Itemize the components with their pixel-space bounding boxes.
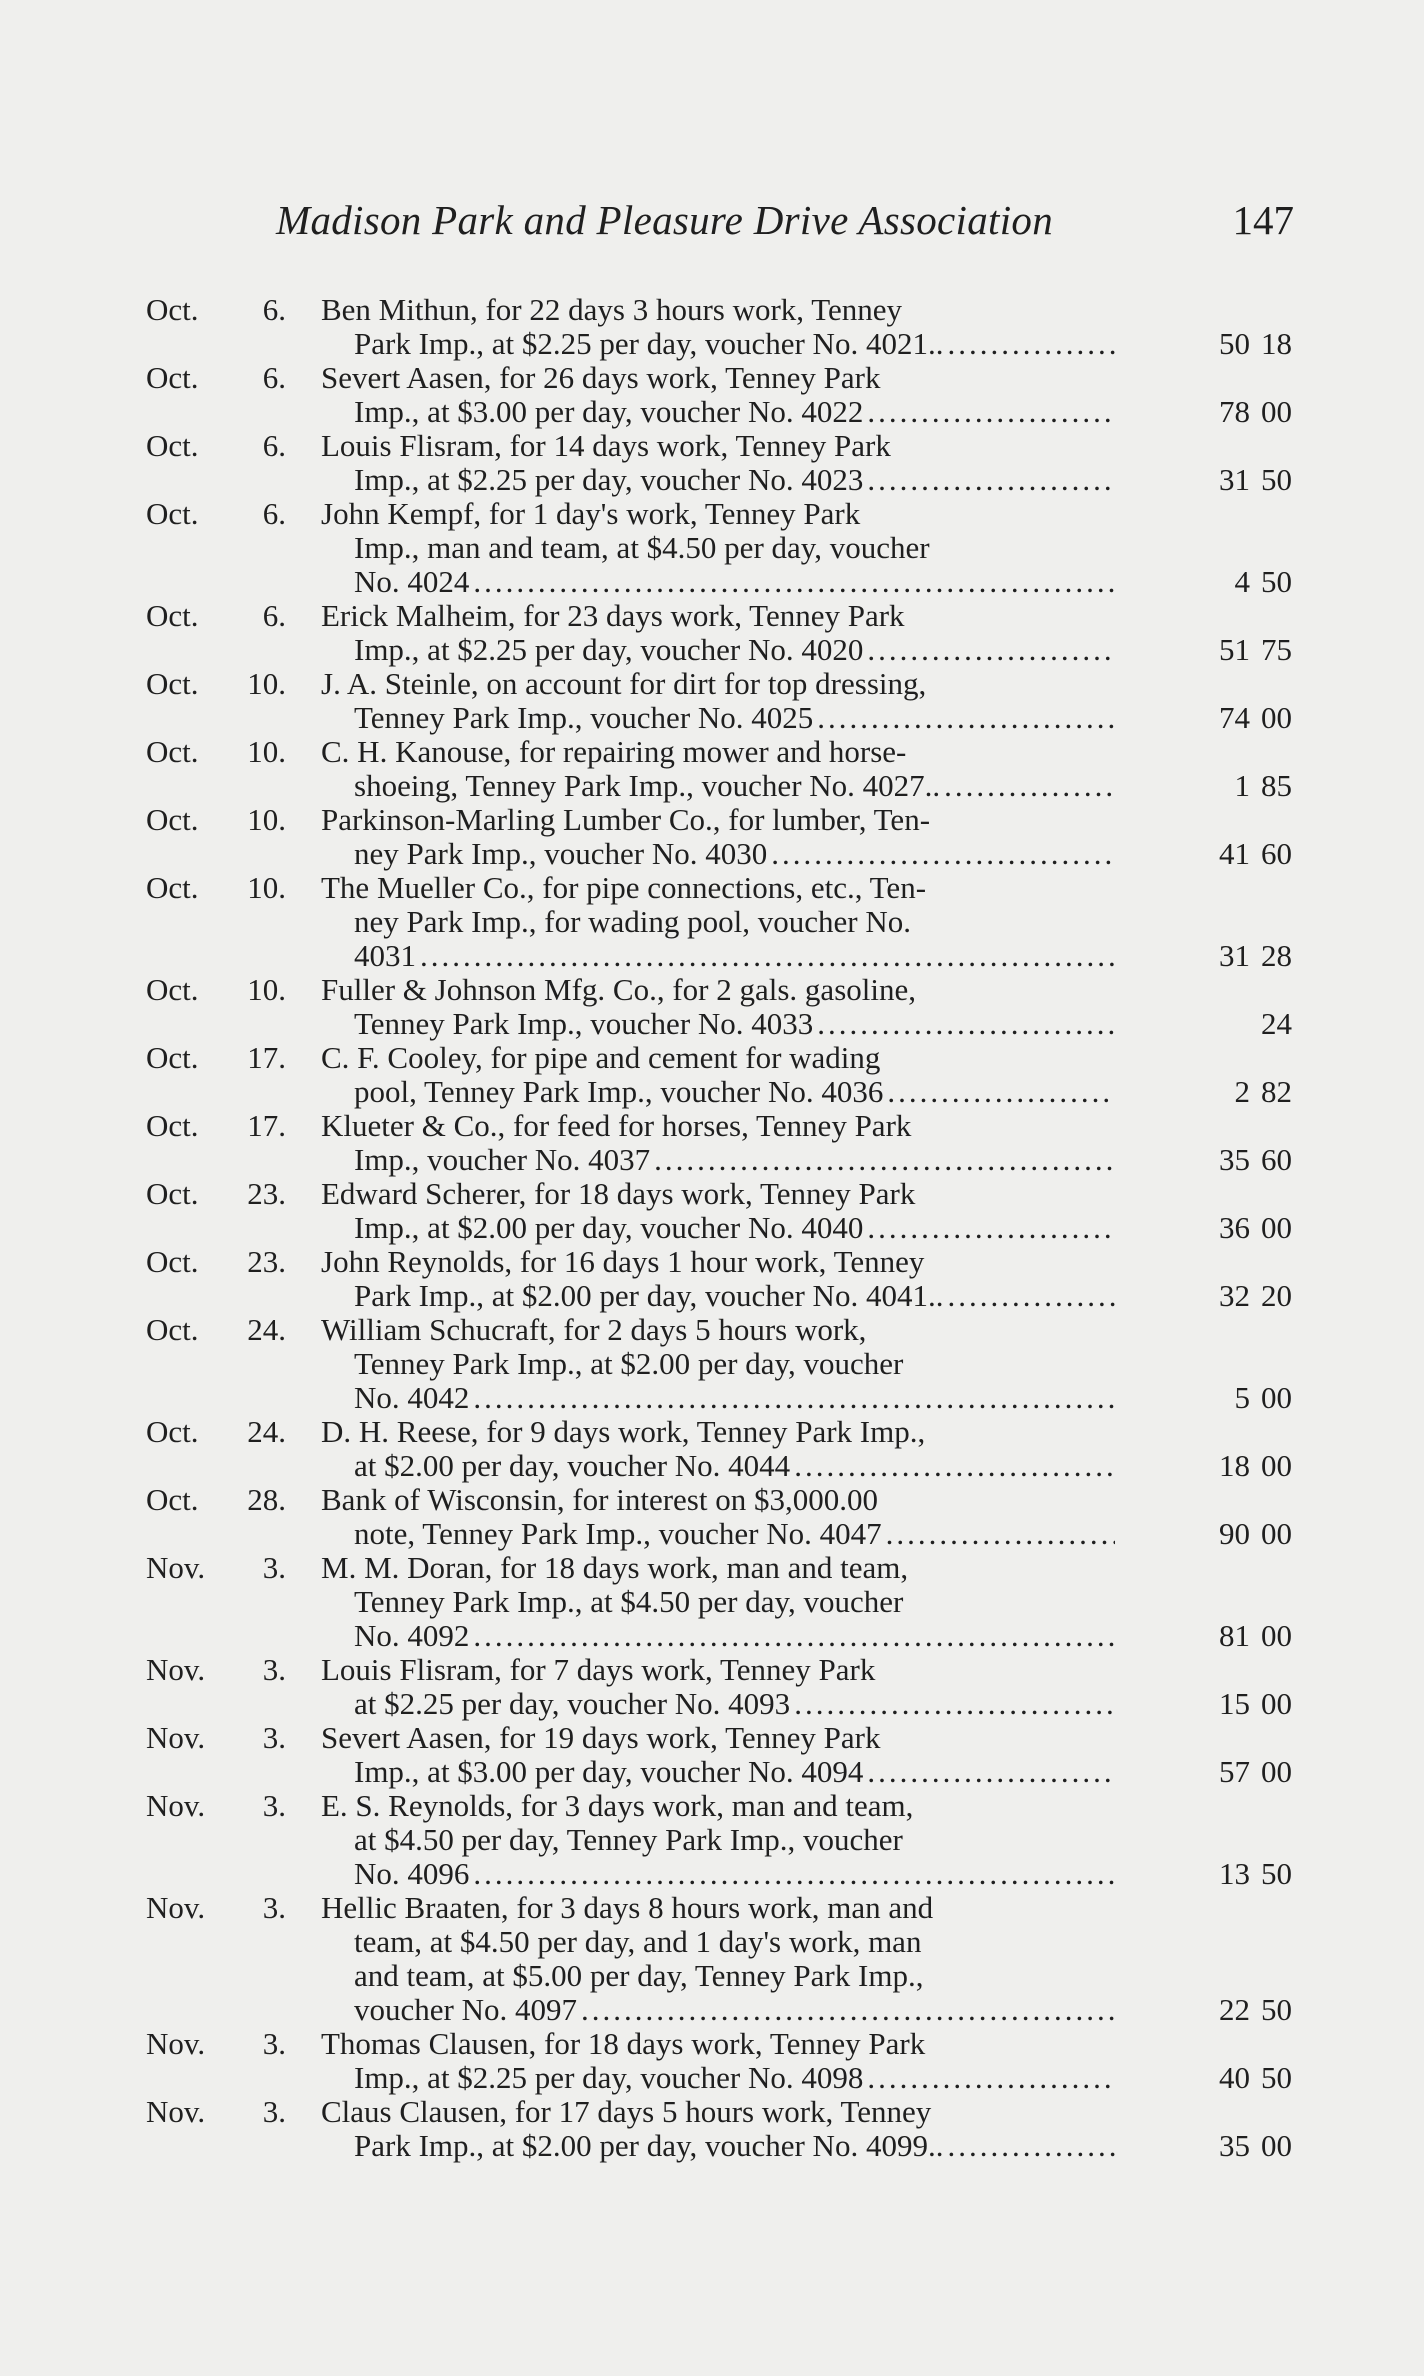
amount-dollars: 78 bbox=[1219, 394, 1250, 429]
entry-day: 10. bbox=[247, 666, 286, 701]
dot-leader bbox=[863, 1211, 1115, 1245]
entry-description-line: C. F. Cooley, for pipe and cement for wading bbox=[321, 1040, 881, 1075]
entry-description-line bbox=[321, 1755, 1115, 1789]
ledger-entry bbox=[0, 497, 1424, 599]
ledger-entry bbox=[0, 599, 1424, 667]
ledger-entry bbox=[0, 1177, 1424, 1245]
entry-description-line: Louis Flisram, for 14 days work, Tenney Park bbox=[321, 428, 891, 463]
entry-description-line: Klueter & Co., for feed for horses, Tenney Park bbox=[321, 1108, 912, 1143]
entry-description-line: D. H. Reese, for 9 days work, Tenney Park Imp., bbox=[321, 1414, 926, 1449]
entry-description-line: Erick Malheim, for 23 days work, Tenney Park bbox=[321, 598, 905, 633]
entry-description bbox=[321, 1245, 1115, 1313]
entry-amount bbox=[1182, 633, 1292, 667]
entry-description-line: John Reynolds, for 16 days 1 hour work, Tenney bbox=[321, 1244, 925, 1279]
entry-description-text: No. 4096 bbox=[354, 1857, 470, 1891]
entry-amount bbox=[1182, 769, 1292, 803]
entry-day: 28. bbox=[247, 1482, 286, 1517]
ledger-entry bbox=[0, 1789, 1424, 1891]
dot-leader bbox=[469, 1381, 1115, 1415]
entry-description-text: Park Imp., at $2.00 per day, voucher No. 4099.. bbox=[354, 2129, 944, 2163]
dot-leader bbox=[940, 769, 1115, 803]
entry-day: 3. bbox=[262, 1890, 286, 1925]
ledger-entry bbox=[0, 1109, 1424, 1177]
entry-description-line bbox=[321, 1993, 1115, 2027]
dot-leader bbox=[943, 1279, 1115, 1313]
amount-cents: 50 bbox=[1261, 2060, 1292, 2095]
amount-dollars: 50 bbox=[1219, 326, 1250, 361]
entry-description bbox=[321, 1177, 1115, 1245]
entry-description-line: Parkinson-Marling Lumber Co., for lumber, Ten- bbox=[321, 802, 931, 837]
ledger-entry bbox=[0, 871, 1424, 973]
entry-description-line bbox=[321, 1449, 1115, 1483]
entry-description-line bbox=[321, 1687, 1115, 1721]
entry-description-line: J. A. Steinle, on account for dirt for top dressing, bbox=[321, 666, 927, 701]
ledger-entry bbox=[0, 2095, 1424, 2163]
entry-month: Oct. bbox=[146, 1312, 199, 1347]
entry-amount bbox=[1182, 327, 1292, 361]
dot-leader bbox=[813, 701, 1115, 735]
ledger-entry bbox=[0, 735, 1424, 803]
entry-description bbox=[321, 293, 1115, 361]
amount-dollars: 5 bbox=[1234, 1380, 1250, 1415]
entry-description-line: Tenney Park Imp., at $4.50 per day, voucher bbox=[354, 1584, 904, 1619]
amount-dollars: 81 bbox=[1219, 1618, 1250, 1653]
entry-description bbox=[321, 1653, 1115, 1721]
entry-day: 6. bbox=[262, 428, 286, 463]
entry-description-line bbox=[321, 395, 1115, 429]
entry-description-text: shoeing, Tenney Park Imp., voucher No. 4027.. bbox=[354, 769, 941, 803]
entry-description-line bbox=[321, 1211, 1115, 1245]
entry-description bbox=[321, 599, 1115, 667]
entry-amount bbox=[1182, 1687, 1292, 1721]
amount-cents: 50 bbox=[1261, 462, 1292, 497]
entry-description-line: William Schucraft, for 2 days 5 hours work, bbox=[321, 1312, 867, 1347]
amount-dollars: 32 bbox=[1219, 1278, 1250, 1313]
dot-leader bbox=[863, 395, 1115, 429]
amount-dollars: 35 bbox=[1219, 1142, 1250, 1177]
entry-description-line bbox=[321, 1381, 1115, 1415]
entry-description-text: Imp., voucher No. 4037 bbox=[354, 1143, 651, 1177]
entry-amount bbox=[1182, 395, 1292, 429]
entry-description-text: pool, Tenney Park Imp., voucher No. 4036 bbox=[354, 1075, 884, 1109]
ledger-entry bbox=[0, 2027, 1424, 2095]
entry-description-line: M. M. Doran, for 18 days work, man and team, bbox=[321, 1550, 909, 1585]
entry-description-line: Thomas Clausen, for 18 days work, Tenney Park bbox=[321, 2026, 926, 2061]
entry-amount bbox=[1182, 2061, 1292, 2095]
ledger-entry bbox=[0, 1483, 1424, 1551]
amount-dollars: 41 bbox=[1219, 836, 1250, 871]
entry-description-text: Park Imp., at $2.00 per day, voucher No. 4041.. bbox=[354, 1279, 944, 1313]
entry-description-line bbox=[321, 769, 1115, 803]
amount-cents: 00 bbox=[1261, 1618, 1292, 1653]
entry-description-line: E. S. Reynolds, for 3 days work, man and team, bbox=[321, 1788, 914, 1823]
entry-day: 10. bbox=[247, 734, 286, 769]
amount-dollars: 90 bbox=[1219, 1516, 1250, 1551]
entry-amount bbox=[1182, 1449, 1292, 1483]
entry-day: 6. bbox=[262, 598, 286, 633]
dot-leader bbox=[767, 837, 1115, 871]
entry-amount bbox=[1182, 701, 1292, 735]
ledger bbox=[0, 293, 1424, 2163]
page-header bbox=[276, 196, 1294, 252]
amount-dollars: 36 bbox=[1219, 1210, 1250, 1245]
dot-leader bbox=[883, 1075, 1115, 1109]
ledger-entry bbox=[0, 1721, 1424, 1789]
entry-month: Oct. bbox=[146, 972, 199, 1007]
entry-day: 3. bbox=[262, 2026, 286, 2061]
entry-month: Oct. bbox=[146, 1108, 199, 1143]
entry-amount bbox=[1182, 1075, 1292, 1109]
entry-description bbox=[321, 361, 1115, 429]
amount-dollars: 1 bbox=[1234, 768, 1250, 803]
entry-description-line bbox=[321, 1007, 1115, 1041]
ledger-entry bbox=[0, 1313, 1424, 1415]
entry-amount bbox=[1182, 1211, 1292, 1245]
entry-day: 6. bbox=[262, 360, 286, 395]
entry-month: Oct. bbox=[146, 734, 199, 769]
entry-month: Oct. bbox=[146, 870, 199, 905]
entry-amount bbox=[1182, 939, 1292, 973]
ledger-entry bbox=[0, 1891, 1424, 2027]
entry-description-line: and team, at $5.00 per day, Tenney Park Imp., bbox=[354, 1958, 924, 1993]
entry-description bbox=[321, 1891, 1115, 2027]
entry-description-text: Tenney Park Imp., voucher No. 4033 bbox=[354, 1007, 814, 1041]
entry-description-line: Imp., man and team, at $4.50 per day, voucher bbox=[354, 530, 930, 565]
entry-month: Oct. bbox=[146, 1414, 199, 1449]
entry-day: 10. bbox=[247, 870, 286, 905]
entry-description-line bbox=[321, 1279, 1115, 1313]
entry-day: 24. bbox=[247, 1312, 286, 1347]
page-number: 147 bbox=[1232, 197, 1294, 243]
entry-description-line: Bank of Wisconsin, for interest on $3,000.00 bbox=[321, 1482, 878, 1517]
amount-dollars: 18 bbox=[1219, 1448, 1250, 1483]
entry-description-line: Severt Aasen, for 19 days work, Tenney Park bbox=[321, 1720, 881, 1755]
amount-cents: 60 bbox=[1261, 1142, 1292, 1177]
amount-cents: 00 bbox=[1261, 1380, 1292, 1415]
entry-description-text: Imp., at $2.25 per day, voucher No. 4020 bbox=[354, 633, 864, 667]
entry-month: Oct. bbox=[146, 598, 199, 633]
entry-description-line bbox=[321, 1619, 1115, 1653]
entry-day: 17. bbox=[247, 1108, 286, 1143]
entry-description-line: ney Park Imp., for wading pool, voucher No. bbox=[354, 904, 912, 939]
entry-month: Nov. bbox=[146, 1720, 206, 1755]
entry-day: 24. bbox=[247, 1414, 286, 1449]
entry-description-line: Severt Aasen, for 26 days work, Tenney Park bbox=[321, 360, 881, 395]
amount-cents: 24 bbox=[1261, 1006, 1292, 1041]
entry-amount bbox=[1182, 463, 1292, 497]
dot-leader bbox=[863, 2061, 1115, 2095]
entry-description bbox=[321, 1415, 1115, 1483]
amount-cents: 75 bbox=[1261, 632, 1292, 667]
amount-dollars: 2 bbox=[1234, 1074, 1250, 1109]
amount-dollars: 57 bbox=[1219, 1754, 1250, 1789]
dot-leader bbox=[577, 1993, 1115, 2027]
entry-description-text: Imp., at $3.00 per day, voucher No. 4022 bbox=[354, 395, 864, 429]
entry-month: Nov. bbox=[146, 1652, 206, 1687]
ledger-entry bbox=[0, 1653, 1424, 1721]
entry-description-line: team, at $4.50 per day, and 1 day's work, man bbox=[354, 1924, 922, 1959]
entry-amount bbox=[1182, 1007, 1292, 1041]
entry-description bbox=[321, 429, 1115, 497]
entry-amount bbox=[1182, 565, 1292, 599]
entry-month: Oct. bbox=[146, 496, 199, 531]
amount-cents: 82 bbox=[1261, 1074, 1292, 1109]
entry-month: Oct. bbox=[146, 1244, 199, 1279]
entry-day: 23. bbox=[247, 1244, 286, 1279]
amount-cents: 00 bbox=[1261, 1210, 1292, 1245]
entry-description-line bbox=[321, 1143, 1115, 1177]
entry-description bbox=[321, 1789, 1115, 1891]
amount-cents: 00 bbox=[1261, 1754, 1292, 1789]
ledger-entry bbox=[0, 973, 1424, 1041]
entry-day: 3. bbox=[262, 1788, 286, 1823]
entry-description-text: No. 4024 bbox=[354, 565, 470, 599]
entry-amount bbox=[1182, 1755, 1292, 1789]
dot-leader bbox=[863, 463, 1115, 497]
entry-month: Nov. bbox=[146, 1890, 206, 1925]
entry-description-text: No. 4042 bbox=[354, 1381, 470, 1415]
entry-description-text: at $2.25 per day, voucher No. 4093 bbox=[354, 1687, 791, 1721]
entry-month: Oct. bbox=[146, 1176, 199, 1211]
entry-description-line bbox=[321, 939, 1115, 973]
dot-leader bbox=[943, 327, 1115, 361]
entry-description-line: Ben Mithun, for 22 days 3 hours work, Tenney bbox=[321, 292, 903, 327]
entry-description bbox=[321, 2095, 1115, 2163]
entry-amount bbox=[1182, 1143, 1292, 1177]
amount-cents: 00 bbox=[1261, 1448, 1292, 1483]
entry-month: Oct. bbox=[146, 666, 199, 701]
entry-amount bbox=[1182, 2129, 1292, 2163]
entry-description-text: Imp., at $2.25 per day, voucher No. 4023 bbox=[354, 463, 864, 497]
entry-description-line: C. H. Kanouse, for repairing mower and horse- bbox=[321, 734, 907, 769]
entry-description bbox=[321, 803, 1115, 871]
entry-description-text: Imp., at $2.25 per day, voucher No. 4098 bbox=[354, 2061, 864, 2095]
dot-leader bbox=[943, 2129, 1115, 2163]
entry-month: Oct. bbox=[146, 360, 199, 395]
entry-description-text: voucher No. 4097 bbox=[354, 1993, 577, 2027]
dot-leader bbox=[416, 939, 1115, 973]
entry-day: 6. bbox=[262, 292, 286, 327]
amount-cents: 00 bbox=[1261, 1516, 1292, 1551]
ledger-entry bbox=[0, 1415, 1424, 1483]
amount-dollars: 40 bbox=[1219, 2060, 1250, 2095]
entry-description-line bbox=[321, 837, 1115, 871]
amount-dollars: 51 bbox=[1219, 632, 1250, 667]
entry-description bbox=[321, 2027, 1115, 2095]
entry-description-line bbox=[321, 1857, 1115, 1891]
entry-month: Oct. bbox=[146, 1482, 199, 1517]
entry-description-line: Fuller & Johnson Mfg. Co., for 2 gals. gasoline, bbox=[321, 972, 916, 1007]
entry-description bbox=[321, 1313, 1115, 1415]
entry-description-line bbox=[321, 2061, 1115, 2095]
entry-description-text: Imp., at $3.00 per day, voucher No. 4094 bbox=[354, 1755, 864, 1789]
dot-leader bbox=[863, 633, 1115, 667]
entry-day: 3. bbox=[262, 1550, 286, 1585]
entry-description-line: John Kempf, for 1 day's work, Tenney Park bbox=[321, 496, 861, 531]
amount-dollars: 31 bbox=[1219, 462, 1250, 497]
entry-day: 10. bbox=[247, 972, 286, 1007]
entry-month: Nov. bbox=[146, 1550, 206, 1585]
amount-dollars: 13 bbox=[1219, 1856, 1250, 1891]
entry-amount bbox=[1182, 1993, 1292, 2027]
amount-cents: 50 bbox=[1261, 1856, 1292, 1891]
entry-amount bbox=[1182, 837, 1292, 871]
entry-month: Oct. bbox=[146, 292, 199, 327]
dot-leader bbox=[650, 1143, 1115, 1177]
entry-day: 10. bbox=[247, 802, 286, 837]
ledger-entry bbox=[0, 803, 1424, 871]
ledger-entry bbox=[0, 1041, 1424, 1109]
entry-description bbox=[321, 1551, 1115, 1653]
amount-cents: 50 bbox=[1261, 564, 1292, 599]
entry-description bbox=[321, 1109, 1115, 1177]
entry-description-line bbox=[321, 565, 1115, 599]
entry-day: 3. bbox=[262, 1720, 286, 1755]
entry-description-line: Louis Flisram, for 7 days work, Tenney Park bbox=[321, 1652, 876, 1687]
dot-leader bbox=[813, 1007, 1115, 1041]
entry-description bbox=[321, 1483, 1115, 1551]
entry-month: Nov. bbox=[146, 2026, 206, 2061]
entry-description-text: Imp., at $2.00 per day, voucher No. 4040 bbox=[354, 1211, 864, 1245]
amount-dollars: 4 bbox=[1234, 564, 1250, 599]
entry-description-line: The Mueller Co., for pipe connections, etc., Ten- bbox=[321, 870, 927, 905]
entry-month: Nov. bbox=[146, 2094, 206, 2129]
entry-day: 3. bbox=[262, 1652, 286, 1687]
entry-description-line: at $4.50 per day, Tenney Park Imp., voucher bbox=[354, 1822, 903, 1857]
dot-leader bbox=[469, 565, 1115, 599]
dot-leader bbox=[790, 1449, 1115, 1483]
entry-description bbox=[321, 973, 1115, 1041]
entry-day: 6. bbox=[262, 496, 286, 531]
amount-cents: 60 bbox=[1261, 836, 1292, 871]
amount-cents: 28 bbox=[1261, 938, 1292, 973]
entry-description-text: Park Imp., at $2.25 per day, voucher No. 4021.. bbox=[354, 327, 944, 361]
entry-description-text: note, Tenney Park Imp., voucher No. 4047 bbox=[354, 1517, 882, 1551]
entry-description bbox=[321, 1041, 1115, 1109]
amount-dollars: 31 bbox=[1219, 938, 1250, 973]
entry-description-line bbox=[321, 463, 1115, 497]
entry-amount bbox=[1182, 1517, 1292, 1551]
dot-leader bbox=[790, 1687, 1115, 1721]
entry-description bbox=[321, 735, 1115, 803]
amount-dollars: 35 bbox=[1219, 2128, 1250, 2163]
entry-description-text: at $2.00 per day, voucher No. 4044 bbox=[354, 1449, 791, 1483]
amount-cents: 00 bbox=[1261, 2128, 1292, 2163]
amount-cents: 00 bbox=[1261, 700, 1292, 735]
entry-description-text: 4031 bbox=[354, 939, 416, 973]
entry-description-text: ney Park Imp., voucher No. 4030 bbox=[354, 837, 768, 871]
amount-dollars: 15 bbox=[1219, 1686, 1250, 1721]
entry-month: Nov. bbox=[146, 1788, 206, 1823]
entry-day: 17. bbox=[247, 1040, 286, 1075]
entry-month: Oct. bbox=[146, 428, 199, 463]
ledger-entry bbox=[0, 667, 1424, 735]
ledger-entry bbox=[0, 1551, 1424, 1653]
ledger-entry bbox=[0, 429, 1424, 497]
entry-description-text: Tenney Park Imp., voucher No. 4025 bbox=[354, 701, 814, 735]
entry-month: Oct. bbox=[146, 1040, 199, 1075]
dot-leader bbox=[882, 1517, 1115, 1551]
amount-cents: 00 bbox=[1261, 394, 1292, 429]
ledger-entry bbox=[0, 1245, 1424, 1313]
entry-description-line bbox=[321, 1075, 1115, 1109]
amount-cents: 00 bbox=[1261, 1686, 1292, 1721]
entry-description-line: Edward Scherer, for 18 days work, Tenney Park bbox=[321, 1176, 916, 1211]
amount-cents: 85 bbox=[1261, 768, 1292, 803]
entry-description-line: Tenney Park Imp., at $2.00 per day, voucher bbox=[354, 1346, 904, 1381]
dot-leader bbox=[863, 1755, 1115, 1789]
amount-cents: 20 bbox=[1261, 1278, 1292, 1313]
entry-description-line: Hellic Braaten, for 3 days 8 hours work, man and bbox=[321, 1890, 934, 1925]
entry-amount bbox=[1182, 1279, 1292, 1313]
dot-leader bbox=[469, 1619, 1115, 1653]
entry-day: 23. bbox=[247, 1176, 286, 1211]
entry-description bbox=[321, 497, 1115, 599]
ledger-entry bbox=[0, 361, 1424, 429]
entry-description-line bbox=[321, 633, 1115, 667]
amount-dollars: 22 bbox=[1219, 1992, 1250, 2027]
entry-description-line: Claus Clausen, for 17 days 5 hours work, Tenney bbox=[321, 2094, 932, 2129]
entry-description-line bbox=[321, 2129, 1115, 2163]
entry-amount bbox=[1182, 1619, 1292, 1653]
entry-description-line bbox=[321, 701, 1115, 735]
entry-description bbox=[321, 871, 1115, 973]
amount-cents: 18 bbox=[1261, 326, 1292, 361]
entry-description-text: No. 4092 bbox=[354, 1619, 470, 1653]
amount-dollars: 74 bbox=[1219, 700, 1250, 735]
entry-amount bbox=[1182, 1857, 1292, 1891]
entry-description-line bbox=[321, 1517, 1115, 1551]
entry-day: 3. bbox=[262, 2094, 286, 2129]
entry-description bbox=[321, 667, 1115, 735]
dot-leader bbox=[469, 1857, 1115, 1891]
amount-cents: 50 bbox=[1261, 1992, 1292, 2027]
entry-description bbox=[321, 1721, 1115, 1789]
ledger-entry bbox=[0, 293, 1424, 361]
entry-month: Oct. bbox=[146, 802, 199, 837]
entry-description-line bbox=[321, 327, 1115, 361]
running-title: Madison Park and Pleasure Drive Association bbox=[276, 197, 1054, 243]
entry-amount bbox=[1182, 1381, 1292, 1415]
